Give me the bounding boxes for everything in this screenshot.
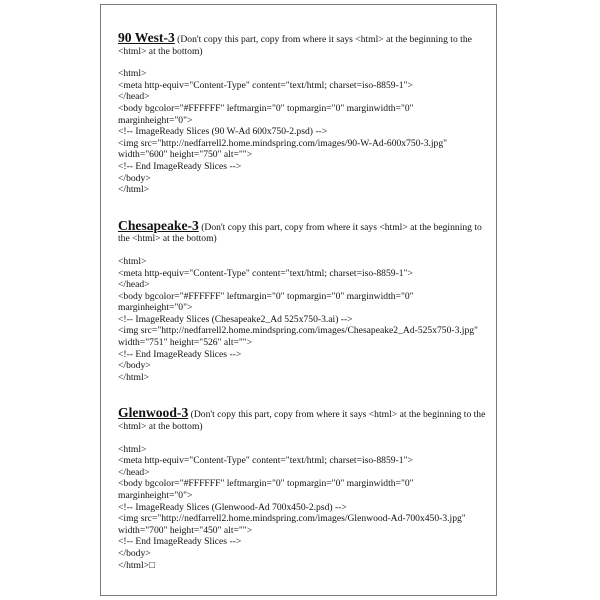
- code-line: </html>□: [118, 559, 155, 571]
- code-line: <html>: [118, 68, 147, 80]
- section-title: 90 West-3: [118, 30, 175, 45]
- code-line: <meta http-equiv="Content-Type" content="text/html; charset=iso-8859-1">: [118, 267, 413, 279]
- section-title: Glenwood-3: [118, 405, 189, 421]
- code-line: <img src="http://nedfarrell2.home.mindspring.com/images/Chesapeake2_Ad-525x750-3.jpg" width="751" height="526" alt="">: [118, 325, 478, 349]
- section-title: Chesapeake-3: [118, 217, 199, 233]
- code-line: <!-- End ImageReady Slices -->: [118, 348, 242, 360]
- code-line: <body bgcolor="#FFFFFF" leftmargin="0" topmargin="0" marginwidth="0" marginheight="0">: [118, 290, 414, 314]
- code-line: <!-- End ImageReady Slices -->: [118, 536, 242, 548]
- section-note: (Don't copy this part, copy from where it says <html> at the beginning to the <html> at the bottom): [118, 409, 486, 433]
- section-heading-line: [118, 407, 488, 432]
- code-line: </html>: [118, 184, 150, 196]
- section-90-west: [118, 32, 488, 196]
- code-line: <!-- End ImageReady Slices -->: [118, 160, 242, 172]
- code-line: </body>: [118, 360, 151, 372]
- code-line: <body bgcolor="#FFFFFF" leftmargin="0" topmargin="0" marginwidth="0" marginheight="0">: [118, 478, 414, 501]
- code-line: <img src="http://nedfarrell2.home.mindspring.com/images/90-W-Ad-600x750-3.jpg" width="600" height="750" alt="">: [118, 137, 448, 161]
- section-glenwood: [118, 407, 488, 571]
- code-line: <!-- ImageReady Slices (Glenwood-Ad 700x450-2.psd) -->: [118, 501, 347, 513]
- section-heading-line: [118, 32, 488, 57]
- code-line: </head>: [118, 91, 150, 103]
- section-note: (Don't copy this part, copy from where it says <html> at the beginning to the <html> at the bottom): [118, 221, 482, 245]
- code-line: <img src="http://nedfarrell2.home.mindspring.com/images/Glenwood-Ad-700x450-3.jpg" width="700" height="450" alt="">: [118, 513, 466, 536]
- code-line: </head>: [118, 466, 150, 478]
- code-line: <!-- ImageReady Slices (Chesapeake2_Ad 525x750-3.ai) -->: [118, 313, 353, 325]
- code-line: </html>: [118, 371, 150, 383]
- code-line: <html>: [118, 443, 147, 455]
- code-line: </head>: [118, 279, 150, 291]
- code-line: <meta http-equiv="Content-Type" content="text/html; charset=iso-8859-1">: [118, 455, 413, 467]
- section-chesapeake: [118, 217, 488, 384]
- section-note: (Don't copy this part, copy from where it says <html> at the beginning to the <html> at the bottom): [118, 34, 472, 57]
- document-content: [118, 32, 488, 571]
- code-line: <html>: [118, 255, 147, 267]
- code-line: </body>: [118, 172, 151, 184]
- section-heading-line: [118, 217, 488, 245]
- document-page: [100, 4, 497, 596]
- code-line: <body bgcolor="#FFFFFF" leftmargin="0" topmargin="0" marginwidth="0" marginheight="0">: [118, 102, 414, 126]
- code-line: <meta http-equiv="Content-Type" content="text/html; charset=iso-8859-1">: [118, 79, 413, 91]
- code-line: <!-- ImageReady Slices (90 W-Ad 600x750-2.psd) -->: [118, 126, 328, 138]
- code-line: </body>: [118, 547, 151, 559]
